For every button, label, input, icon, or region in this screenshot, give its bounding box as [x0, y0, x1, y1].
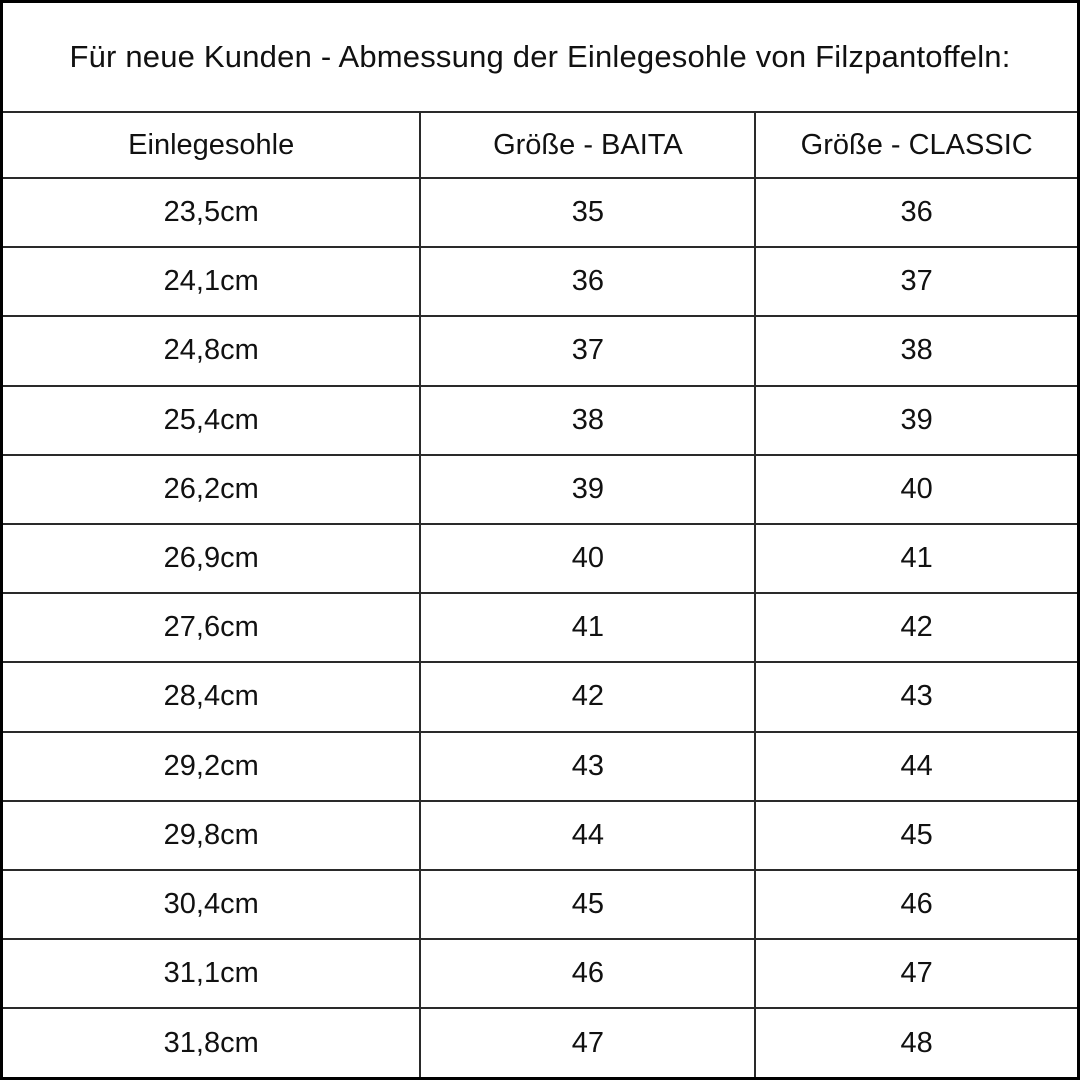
table-row	[2, 870, 1079, 939]
insole-cell: 23,5cm	[2, 178, 421, 247]
table-row	[2, 662, 1079, 731]
insole-cell: 30,4cm	[2, 870, 421, 939]
insole-cell: 27,6cm	[2, 593, 421, 662]
header-row	[2, 112, 1079, 178]
table-row	[2, 455, 1079, 524]
baita-cell: 46	[420, 939, 755, 1008]
column-header-classic: Größe - CLASSIC	[755, 112, 1078, 178]
table-row	[2, 593, 1079, 662]
insole-cell: 29,2cm	[2, 732, 421, 801]
insole-cell: 26,9cm	[2, 524, 421, 593]
table-row	[2, 386, 1079, 455]
baita-cell: 44	[420, 801, 755, 870]
table-row	[2, 178, 1079, 247]
baita-cell: 43	[420, 732, 755, 801]
table-row	[2, 732, 1079, 801]
classic-cell: 40	[755, 455, 1078, 524]
insole-cell: 31,1cm	[2, 939, 421, 1008]
classic-cell: 39	[755, 386, 1078, 455]
classic-cell: 43	[755, 662, 1078, 731]
classic-cell: 45	[755, 801, 1078, 870]
table-row	[2, 524, 1079, 593]
classic-cell: 36	[755, 178, 1078, 247]
baita-cell: 36	[420, 247, 755, 316]
table-row	[2, 1008, 1079, 1078]
classic-cell: 38	[755, 316, 1078, 385]
classic-cell: 44	[755, 732, 1078, 801]
table-row	[2, 939, 1079, 1008]
insole-cell: 28,4cm	[2, 662, 421, 731]
insole-cell: 24,1cm	[2, 247, 421, 316]
column-header-baita: Größe - BAITA	[420, 112, 755, 178]
column-header-insole: Einlegesohle	[2, 112, 421, 178]
baita-cell: 37	[420, 316, 755, 385]
title-row	[2, 2, 1079, 113]
baita-cell: 47	[420, 1008, 755, 1078]
baita-cell: 41	[420, 593, 755, 662]
classic-cell: 41	[755, 524, 1078, 593]
table-row	[2, 316, 1079, 385]
insole-cell: 26,2cm	[2, 455, 421, 524]
baita-cell: 40	[420, 524, 755, 593]
baita-cell: 38	[420, 386, 755, 455]
baita-cell: 45	[420, 870, 755, 939]
insole-cell: 31,8cm	[2, 1008, 421, 1078]
classic-cell: 47	[755, 939, 1078, 1008]
classic-cell: 48	[755, 1008, 1078, 1078]
classic-cell: 46	[755, 870, 1078, 939]
insole-cell: 25,4cm	[2, 386, 421, 455]
classic-cell: 42	[755, 593, 1078, 662]
chart-title: Für neue Kunden - Abmessung der Einlegesohle von Filzpantoffeln:	[2, 2, 1079, 113]
table-row	[2, 247, 1079, 316]
table-row	[2, 801, 1079, 870]
classic-cell: 37	[755, 247, 1078, 316]
baita-cell: 42	[420, 662, 755, 731]
insole-cell: 24,8cm	[2, 316, 421, 385]
baita-cell: 35	[420, 178, 755, 247]
insole-cell: 29,8cm	[2, 801, 421, 870]
baita-cell: 39	[420, 455, 755, 524]
